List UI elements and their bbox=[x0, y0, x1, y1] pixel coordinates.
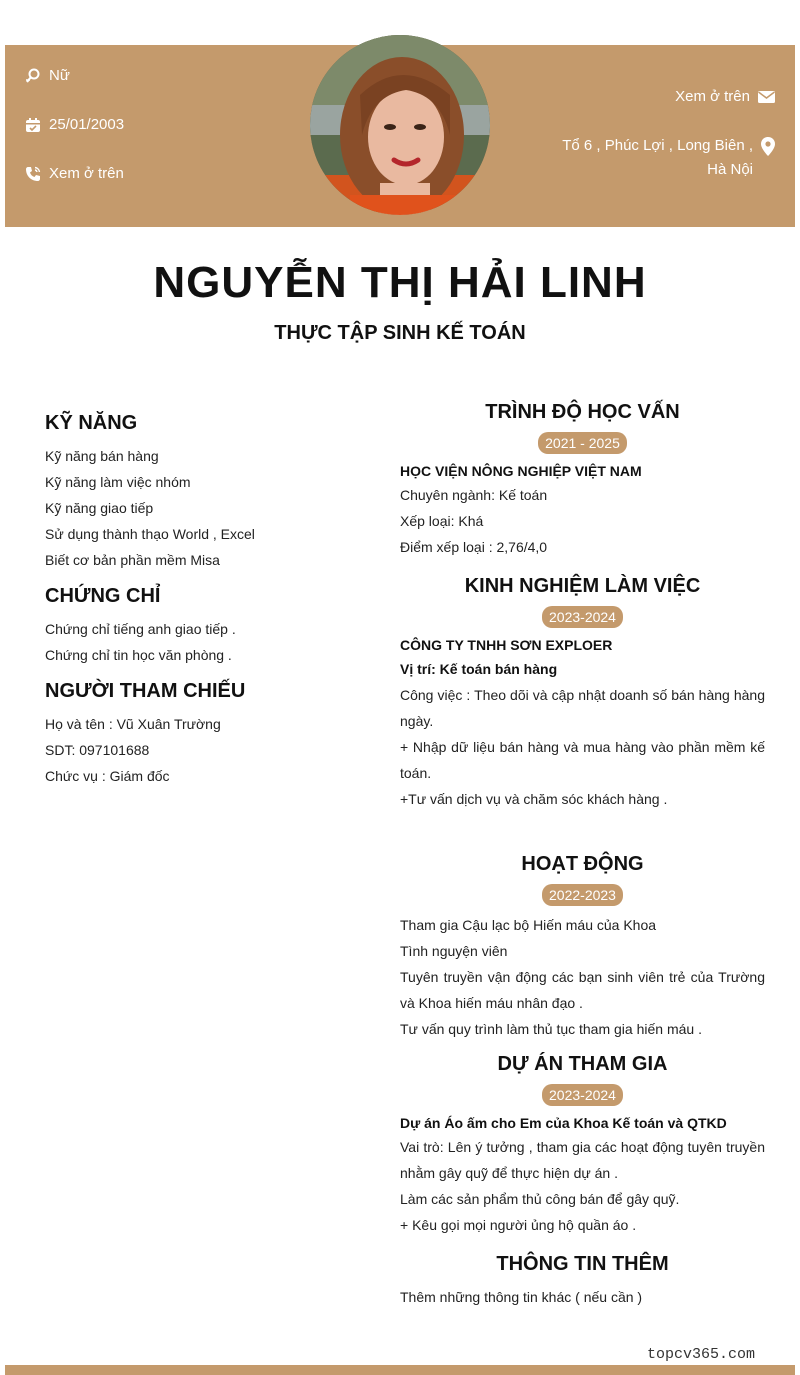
extra-line: Thêm những thông tin khác ( nếu cần ) bbox=[400, 1289, 643, 1305]
activity-line: Tuyên truyền vận động các bạn sinh viên trẻ của Trường và Khoa hiến máu nhân đạo . bbox=[400, 969, 765, 1011]
activities-title: HOẠT ĐỘNG bbox=[521, 853, 644, 875]
experience-line: +Tư vấn dịch vụ và chăm sóc khách hàng . bbox=[400, 791, 668, 807]
project-line: + Kêu gọi mọi người ủng hộ quần áo . bbox=[400, 1217, 637, 1233]
address-line-2: Hà Nội bbox=[707, 161, 753, 178]
phone-text: Xem ở trên bbox=[49, 165, 124, 182]
project-line: Vai trò: Lên ý tưởng , tham gia các hoạt động tuyên truyền nhằm gây quỹ để thực hiện dự án . bbox=[400, 1139, 765, 1181]
certificate-item: Chứng chỉ tiếng anh giao tiếp . bbox=[45, 621, 236, 637]
company-name: CÔNG TY TNHH SƠN EXPLOER bbox=[400, 637, 613, 653]
experience-period-badge: 2023-2024 bbox=[542, 606, 623, 628]
profile-photo-illustration bbox=[310, 35, 490, 215]
phone-item bbox=[25, 162, 124, 186]
dob-item bbox=[25, 113, 124, 137]
job-title: THỰC TẬP SINH KẾ TOÁN bbox=[274, 322, 526, 344]
extra-section bbox=[400, 1250, 765, 1310]
experience-section bbox=[400, 572, 765, 812]
reference-item: Họ và tên : Vũ Xuân Trường bbox=[45, 716, 221, 732]
activity-line: Tham gia Cậu lạc bộ Hiến máu của Khoa bbox=[400, 917, 657, 933]
gender-icon bbox=[25, 68, 41, 84]
address-line-1: Tổ 6 , Phúc Lợi , Long Biên , bbox=[562, 137, 753, 154]
education-section bbox=[400, 398, 765, 560]
projects-period-badge: 2023-2024 bbox=[542, 1084, 623, 1106]
project-line: Làm các sản phẩm thủ công bán để gây quỹ. bbox=[400, 1191, 680, 1207]
activity-line: Tình nguyện viên bbox=[400, 943, 508, 959]
certificates-title: CHỨNG CHỈ bbox=[45, 585, 161, 607]
education-line: Xếp loại: Khá bbox=[400, 513, 484, 529]
address-text bbox=[562, 134, 753, 182]
phone-icon bbox=[25, 166, 41, 182]
education-line: Chuyên ngành: Kế toán bbox=[400, 487, 548, 503]
location-pin-icon bbox=[761, 137, 775, 156]
job-position: Vị trí: Kế toán bán hàng bbox=[400, 661, 558, 677]
skill-item: Kỹ năng bán hàng bbox=[45, 448, 159, 464]
dob-text: 25/01/2003 bbox=[49, 116, 125, 133]
reference-item: SDT: 097101688 bbox=[45, 742, 150, 758]
certificates-section bbox=[45, 585, 365, 668]
projects-section bbox=[400, 1050, 765, 1238]
profile-photo bbox=[310, 35, 490, 215]
certificate-item: Chứng chỉ tin học văn phòng . bbox=[45, 647, 232, 663]
activity-line: Tư vấn quy trình làm thủ tục tham gia hiến máu . bbox=[400, 1021, 702, 1037]
skills-title: KỸ NĂNG bbox=[45, 412, 138, 434]
full-name: NGUYỄN THỊ HẢI LINH bbox=[153, 258, 647, 307]
gender-item bbox=[25, 64, 70, 88]
references-title: NGƯỜI THAM CHIẾU bbox=[45, 680, 246, 702]
skill-item: Biết cơ bản phần mềm Misa bbox=[45, 552, 220, 568]
skill-item: Kỹ năng làm việc nhóm bbox=[45, 474, 191, 490]
email-item bbox=[560, 85, 775, 109]
envelope-icon bbox=[758, 90, 775, 104]
education-period-badge: 2021 - 2025 bbox=[538, 432, 627, 454]
experience-title: KINH NGHIỆM LÀM VIỆC bbox=[464, 575, 701, 597]
experience-line: + Nhập dữ liệu bán hàng và mua hàng vào phần mềm kế toán. bbox=[400, 739, 765, 781]
activities-period-badge: 2022-2023 bbox=[542, 884, 623, 906]
left-column bbox=[45, 412, 365, 801]
skill-item: Sử dụng thành thạo World , Excel bbox=[45, 526, 255, 542]
activities-section bbox=[400, 850, 765, 1042]
calendar-icon bbox=[25, 117, 41, 133]
extra-title: THÔNG TIN THÊM bbox=[496, 1253, 669, 1275]
references-section bbox=[45, 680, 365, 789]
education-title: TRÌNH ĐỘ HỌC VẤN bbox=[485, 401, 680, 423]
skills-section bbox=[45, 412, 365, 573]
email-text: Xem ở trên bbox=[675, 88, 750, 105]
address-item bbox=[520, 134, 775, 182]
school-name: HỌC VIỆN NÔNG NGHIỆP VIỆT NAM bbox=[400, 463, 642, 479]
projects-title: DỰ ÁN THAM GIA bbox=[497, 1053, 668, 1075]
project-name: Dự án Áo ấm cho Em của Khoa Kế toán và QTKD bbox=[400, 1115, 727, 1131]
reference-item: Chức vụ : Giám đốc bbox=[45, 768, 170, 784]
education-line: Điểm xếp loại : 2,76/4,0 bbox=[400, 539, 548, 555]
bottom-bar bbox=[5, 1365, 795, 1375]
watermark: topcv365.com bbox=[647, 1346, 756, 1363]
skill-item: Kỹ năng giao tiếp bbox=[45, 500, 154, 516]
experience-line: Công việc : Theo dõi và cập nhật doanh số bán hàng hàng ngày. bbox=[400, 687, 765, 729]
gender-text: Nữ bbox=[49, 67, 70, 84]
